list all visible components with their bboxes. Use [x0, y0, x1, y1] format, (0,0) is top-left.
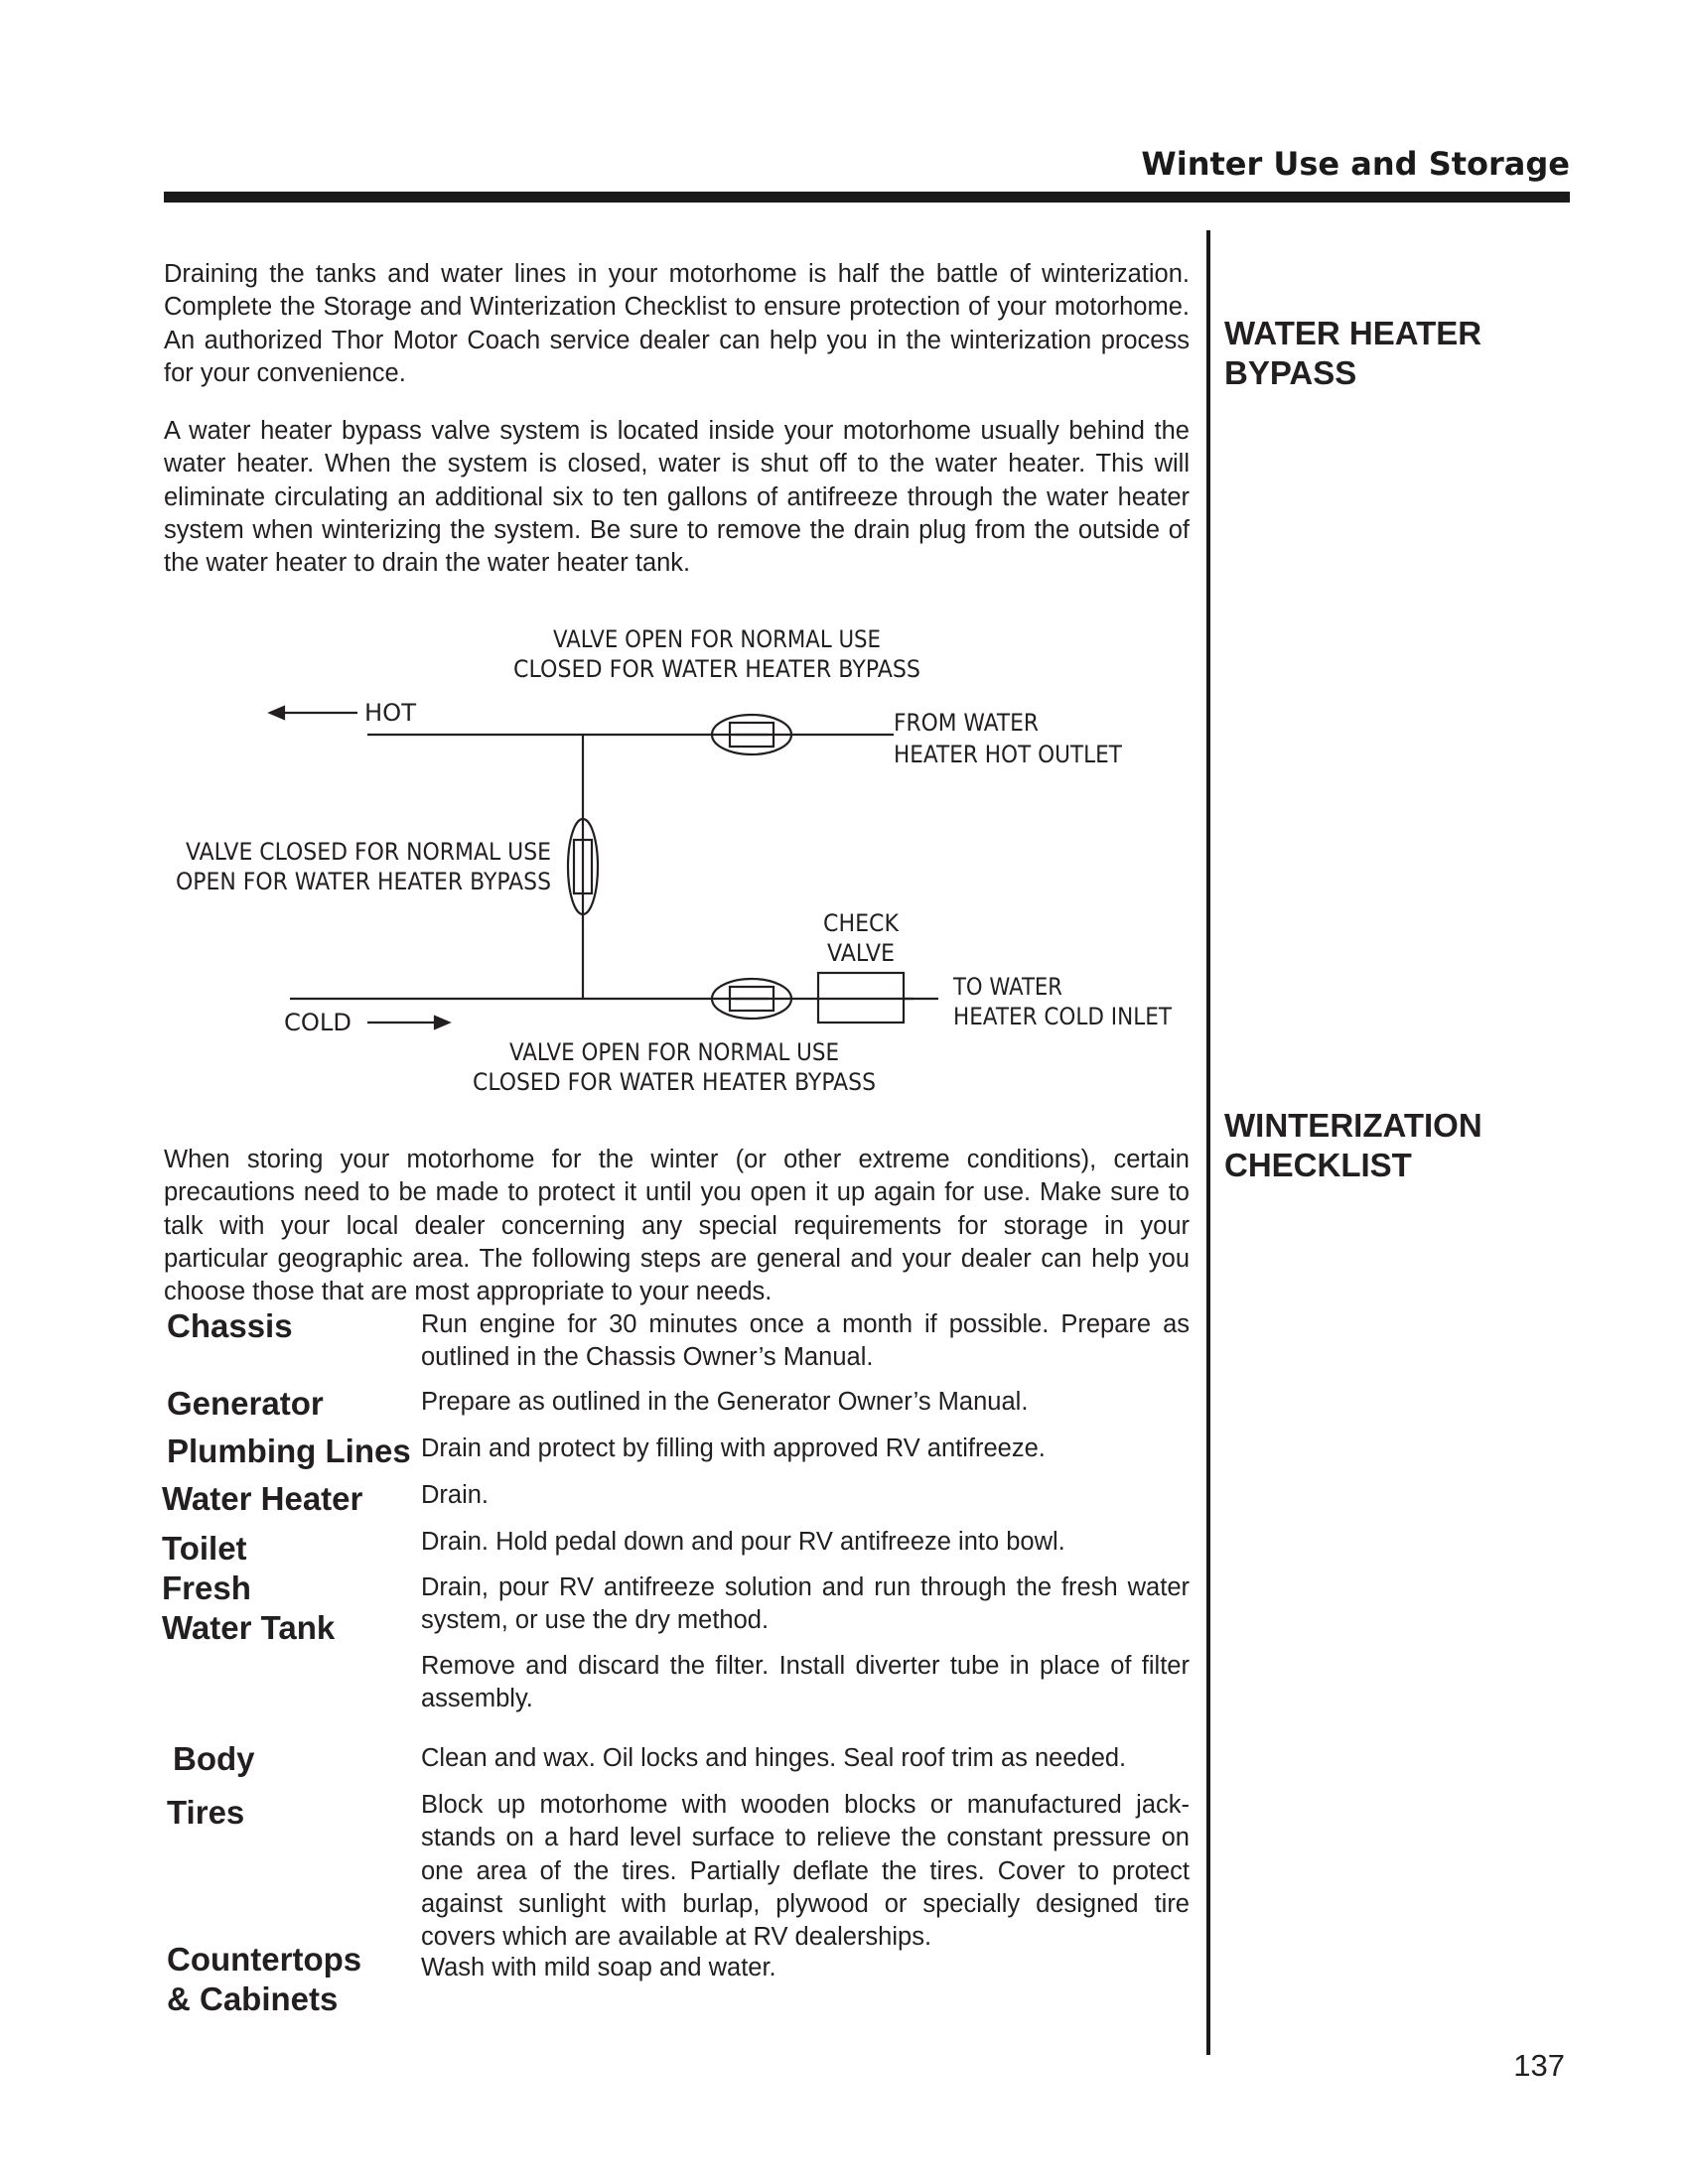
bypass-valve-label: OPEN FOR WATER HEATER BYPASS — [176, 868, 551, 895]
bottom-valve-label: CLOSED FOR WATER HEATER BYPASS — [473, 1068, 876, 1096]
top-valve-label: CLOSED FOR WATER HEATER BYPASS — [513, 655, 920, 683]
checklist-desc-countertops: Wash with mild soap and water. — [421, 1954, 776, 1981]
label-line: & Cabinets — [167, 1980, 339, 2017]
heading-line: WATER HEATER — [1224, 315, 1482, 351]
bottom-valve-label: VALVE OPEN FOR NORMAL USE — [509, 1038, 839, 1066]
checklist-desc-water-heater: Drain. — [421, 1481, 490, 1509]
label-line: Countertops — [167, 1941, 362, 1978]
checklist-label-fresh-water-tank — [162, 1569, 335, 1648]
checklist-label-water-heater: Water Heater — [162, 1480, 363, 1517]
checklist-desc-tires: Block up motorhome with wooden blocks or manufactured jack-stands on a hard level surface to relieve the constant pressure on one area of the tires. Partially deflate the tires. Cover to protect against sunlight with burlap, plywood or specially designed tire covers which are available at RV dealerships. — [421, 1791, 1190, 1952]
water-heater-bypass-diagram — [169, 623, 1201, 1100]
cold-inlet-label: TO WATER — [952, 973, 1062, 1001]
intro-paragraph: Draining the tanks and water lines in your motorhome is half the battle of winterization. Complete the Storage and Winterization Checklist to ensure protection of your motorhome. An authorized Thor Motor Coach service dealer can help you in the winterization process for your convenience. — [164, 260, 1190, 387]
winterization-checklist-heading — [1224, 1106, 1562, 1185]
label-line: Fresh — [162, 1570, 251, 1606]
heading-line: BYPASS — [1224, 354, 1357, 391]
checklist-label-plumbing: Plumbing Lines — [167, 1433, 411, 1469]
checklist-desc-toilet: Drain. Hold pedal down and pour RV antifreeze into bowl. — [421, 1528, 1065, 1556]
water-heater-bypass-heading — [1224, 314, 1562, 393]
check-valve-label: VALVE — [827, 939, 895, 967]
label-line: Water Tank — [162, 1609, 336, 1646]
heading-line: CHECKLIST — [1224, 1147, 1412, 1183]
hot-label: HOT — [364, 699, 417, 727]
checklist-desc-body: Clean and wax. Oil locks and hinges. Seal roof trim as needed. — [421, 1744, 1127, 1772]
cold-inlet-label: HEATER COLD INLET — [953, 1003, 1173, 1030]
page-number: 137 — [1513, 2048, 1565, 2083]
check-valve-label: CHECK — [823, 909, 901, 937]
top-valve-label: VALVE OPEN FOR NORMAL USE — [553, 625, 881, 653]
checklist-label-tires: Tires — [167, 1794, 245, 1831]
checklist-label-toilet: Toilet — [162, 1530, 247, 1567]
cold-arrow-head — [435, 1017, 449, 1028]
checklist-desc-chassis: Run engine for 30 minutes once a month if possible. Prepare as outlined in the Chassis Owner’s Manual. — [421, 1310, 1190, 1372]
column-divider — [1206, 230, 1210, 2055]
heading-line: WINTERIZATION — [1224, 1107, 1482, 1144]
section-title: Winter Use and Storage — [1141, 145, 1570, 183]
checklist-label-body: Body — [173, 1740, 255, 1777]
checklist-label-countertops — [167, 1940, 361, 2019]
checklist-desc-plumbing: Drain and protect by filling with approved RV antifreeze. — [421, 1434, 1046, 1462]
hot-outlet-label: FROM WATER — [894, 709, 1039, 737]
header-rule — [164, 192, 1570, 203]
bypass-valve-label: VALVE CLOSED FOR NORMAL USE — [186, 838, 551, 866]
bypass-paragraph: A water heater bypass valve system is located inside your motorhome usually behind the water heater. When the system is closed, water is shut off to the water heater. This will eliminate circulating an additional six to ten gallons of antifreeze through the water heater system when winterizing the system. Be sure to remove the drain plug from the outside of the water heater to drain the water heater tank. — [164, 417, 1190, 578]
checklist-desc-generator: Prepare as outlined in the Generator Owner’s Manual. — [421, 1388, 1029, 1416]
storage-paragraph: When storing your motorhome for the winter (or other extreme conditions), certain precautions need to be made to protect it until you open it up again for use. Make sure to talk with your local dealer concerning any special requirements for storage in your particular geographic area. The following steps are general and your dealer can help you choose those that are most appropriate to your needs. — [164, 1146, 1190, 1306]
hot-outlet-label: HEATER HOT OUTLET — [894, 741, 1123, 768]
cold-label: COLD — [284, 1009, 352, 1036]
checklist-desc-fresh-water-tank: Drain, pour RV antifreeze solution and run through the fresh water system, or use the dry method. — [421, 1573, 1190, 1635]
checklist-desc-filter: Remove and discard the filter. Install diverter tube in place of filter assembly. — [421, 1652, 1190, 1713]
checklist-label-generator: Generator — [167, 1385, 324, 1422]
checklist-label-chassis: Chassis — [167, 1307, 293, 1344]
hot-arrow-head — [270, 707, 284, 719]
